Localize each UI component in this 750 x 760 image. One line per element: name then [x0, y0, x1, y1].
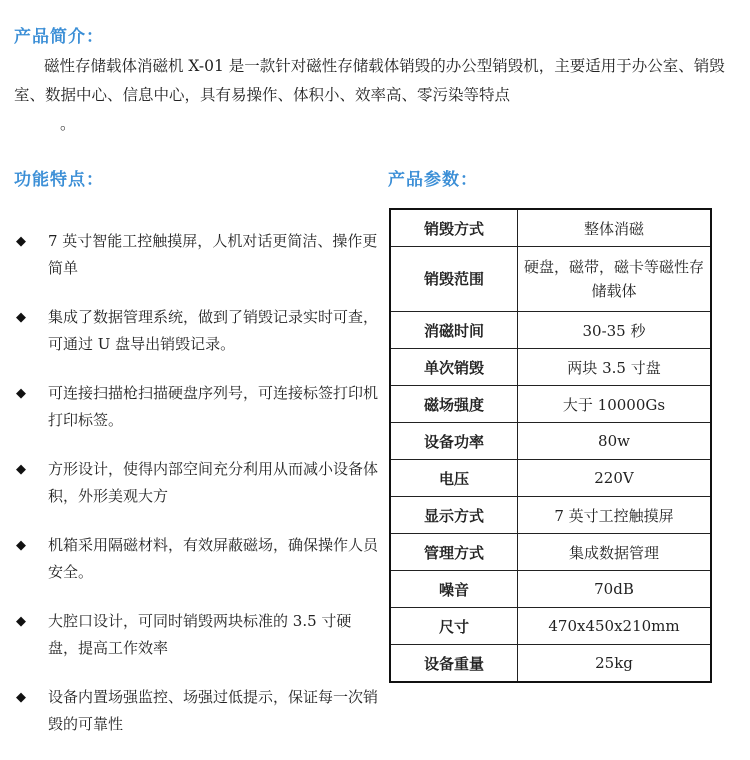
- param-label: 设备重量: [390, 645, 518, 683]
- param-label: 尺寸: [390, 608, 518, 645]
- param-value: 集成数据管理: [518, 534, 712, 571]
- param-value: 整体消磁: [518, 209, 712, 247]
- table-row: [390, 312, 711, 349]
- param-value: 25kg: [518, 645, 712, 683]
- feature-item: [14, 456, 379, 532]
- param-label: 设备功率: [390, 423, 518, 460]
- param-value: 7 英寸工控触摸屏: [518, 497, 712, 534]
- feature-text: 集成了数据管理系统，做到了销毁记录实时可查，可通过 U 盘导出销毁记录。: [48, 308, 379, 353]
- params-heading: 产品参数：: [388, 170, 478, 190]
- feature-item: [14, 380, 379, 456]
- param-label: 消磁时间: [390, 312, 518, 349]
- table-row: [390, 460, 711, 497]
- param-value: 两块 3.5 寸盘: [518, 349, 712, 386]
- features-heading: 功能特点：: [14, 170, 104, 190]
- feature-item: [14, 608, 379, 684]
- diamond-bullet-icon: ◆: [16, 614, 26, 629]
- intro-trailing-dot: 。: [60, 115, 76, 133]
- intro-paragraph: [14, 52, 726, 139]
- param-label: 电压: [390, 460, 518, 497]
- intro-text: 磁性存储载体消磁机 X-01 是一款针对磁性存储载体销毁的办公型销毁机，主要适用于办公室、销毁室、数据中心、信息中心，具有易操作、体积小、效率高、零污染等特点: [14, 57, 725, 104]
- param-label: 销毁范围: [390, 247, 518, 312]
- table-row: [390, 497, 711, 534]
- table-row: [390, 571, 711, 608]
- table-row: [390, 247, 711, 312]
- table-row: [390, 534, 711, 571]
- table-row: [390, 645, 711, 683]
- param-value: 30-35 秒: [518, 312, 712, 349]
- table-row: [390, 349, 711, 386]
- feature-text: 方形设计，使得内部空间充分利用从而减小设备体积，外形美观大方: [48, 460, 379, 505]
- feature-text: 设备内置场强监控、场强过低提示，保证每一次销毁的可靠性: [48, 688, 379, 733]
- param-value: 硬盘，磁带，磁卡等磁性存储载体: [518, 247, 712, 312]
- feature-item: [14, 532, 379, 608]
- table-row: [390, 608, 711, 645]
- feature-text: 7 英寸智能工控触摸屏，人机对话更简洁、操作更简单: [48, 232, 378, 277]
- param-value: 220V: [518, 460, 712, 497]
- feature-item: [14, 228, 379, 304]
- table-row: [390, 423, 711, 460]
- param-value: 470x450x210mm: [518, 608, 712, 645]
- features-list: [14, 228, 379, 760]
- feature-item: [14, 684, 379, 760]
- param-label: 噪音: [390, 571, 518, 608]
- param-value: 大于 10000Gs: [518, 386, 712, 423]
- diamond-bullet-icon: ◆: [16, 234, 26, 249]
- table-row: [390, 386, 711, 423]
- diamond-bullet-icon: ◆: [16, 462, 26, 477]
- param-label: 管理方式: [390, 534, 518, 571]
- param-label: 磁场强度: [390, 386, 518, 423]
- param-label: 销毁方式: [390, 209, 518, 247]
- table-row: [390, 209, 711, 247]
- intro-heading: 产品简介：: [14, 27, 104, 47]
- diamond-bullet-icon: ◆: [16, 386, 26, 401]
- feature-text: 机箱采用隔磁材料，有效屏蔽磁场，确保操作人员安全。: [48, 536, 379, 581]
- diamond-bullet-icon: ◆: [16, 538, 26, 553]
- feature-text: 大腔口设计，可同时销毁两块标准的 3.5 寸硬盘，提高工作效率: [48, 612, 352, 657]
- param-value: 70dB: [518, 571, 712, 608]
- diamond-bullet-icon: ◆: [16, 310, 26, 325]
- params-table: [389, 208, 712, 683]
- feature-item: [14, 304, 379, 380]
- param-label: 显示方式: [390, 497, 518, 534]
- param-value: 80w: [518, 423, 712, 460]
- diamond-bullet-icon: ◆: [16, 690, 26, 705]
- feature-text: 可连接扫描枪扫描硬盘序列号，可连接标签打印机打印标签。: [48, 384, 379, 429]
- param-label: 单次销毁: [390, 349, 518, 386]
